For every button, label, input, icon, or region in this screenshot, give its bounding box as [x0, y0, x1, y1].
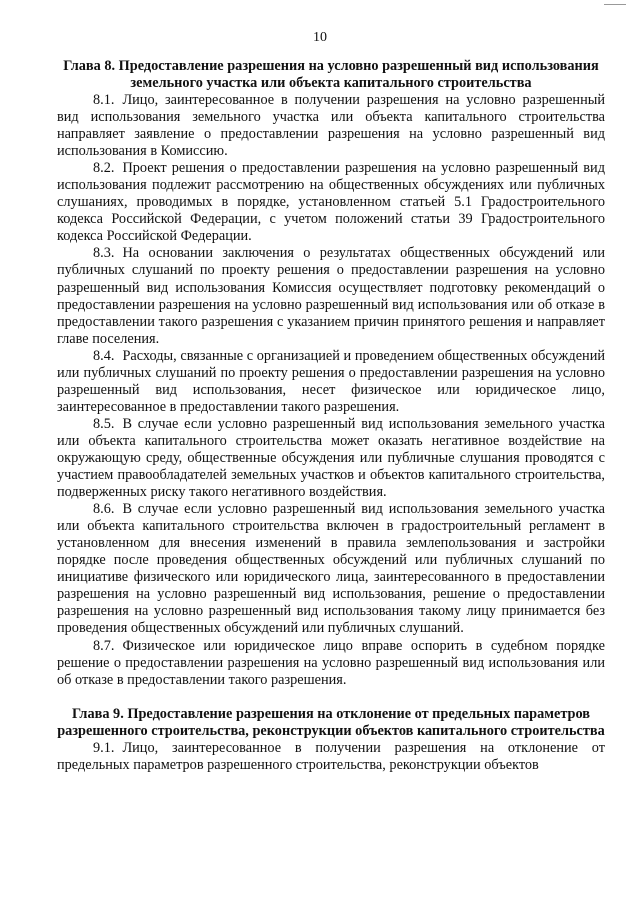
paragraph-text: В случае если условно разрешенный вид использования земельного участка или объекта капитального строительства включен в градостроительный регламент в установленном для внесения изменений в правила землепользования и застройки порядке после проведения общественных обсуждений или публичных слушаний по инициативе физического или юридического лица, заинтересованного в предоставлении разрешения на условно разрешенный вид использования, решение о предоставлении разрешения на условно разрешенный вид использования такому лицу принимается без проведения общественных обсуждений или публичных слушаний.	[57, 501, 605, 637]
paragraph-number: 8.2.	[93, 160, 115, 177]
paragraph-8-7	[57, 638, 605, 689]
document-body	[57, 58, 605, 774]
paragraph-text: Проект решения о предоставлении разрешения на условно разрешенный вид использования подлежит рассмотрению на общественных обсуждениях или публичных слушаниях, проводимых в порядке, установленном статьей 5.1 Градостроительного кодекса Российской Федерации, с учетом положений статьи 39 Градостроительного кодекса Российской Федерации.	[57, 160, 605, 245]
paragraph-number: 8.7.	[93, 637, 115, 654]
paragraph-8-2	[57, 160, 605, 245]
paragraph-text: Лицо, заинтересованное в получении разрешения на отклонение от предельных параметров разрешенного строительства, реконструкции объектов	[57, 739, 605, 773]
paragraph-text: В случае если условно разрешенный вид использования земельного участка или объекта капитального строительства может оказать негативное воздействие на окружающую среду, общественные обсуждения или публичные слушания проводятся с участием правообладателей земельных участков и объектов капитального строительства, подверженных риску такого негативного воздействия.	[57, 415, 605, 501]
paragraph-8-3	[57, 245, 605, 347]
paragraph-number: 8.5.	[93, 415, 115, 432]
paragraph-text: На основании заключения о результатах общественных обсуждений или публичных слушаний по проекту решения о предоставлении разрешения на условно разрешенный вид использования Комиссия осуществляет подготовку рекомендаций о предоставлении разрешения на условно разрешенный вид использования или об отказе в предоставлении такого разрешения с указанием причин принятого решения и направляет главе поселения.	[57, 245, 605, 347]
paragraph-text: Расходы, связанные с организацией и проведением общественных обсуждений или публичных слушаний по проекту решения о предоставлении разрешения на условно разрешенный вид использования, несет физическое или юридическое лицо, заинтересованное в предоставлении такого разрешения.	[57, 347, 605, 415]
paragraph-number: 8.3.	[93, 245, 115, 262]
paragraph-8-1	[57, 92, 605, 160]
page-number: 10	[313, 30, 327, 45]
paragraph-8-6	[57, 501, 605, 637]
paragraph-8-4	[57, 348, 605, 416]
paragraph-number: 8.4.	[93, 347, 115, 364]
paragraph-number: 9.1.	[93, 739, 115, 756]
chapter-9-title: Глава 9. Предоставление разрешения на отклонение от предельных параметров разрешенного строительства, реконструкции объектов капитального строительства	[57, 705, 605, 739]
chapter-8-title: Глава 8. Предоставление разрешения на условно разрешенный вид использования земельного участка или объекта капитального строительства	[63, 58, 599, 91]
paragraph-9-1	[57, 740, 605, 774]
paragraph-text: Лицо, заинтересованное в получении разрешения на условно разрешенный вид использования земельного участка или объекта капитального строительства направляет заявление о предоставлении разрешения на условно разрешенный вид использования в Комиссию.	[57, 92, 605, 160]
paragraph-number: 8.1.	[93, 92, 115, 108]
scan-corner-mark	[604, 0, 626, 5]
paragraph-number: 8.6.	[93, 501, 115, 518]
paragraph-8-5	[57, 416, 605, 501]
paragraph-text: Физическое или юридическое лицо вправе оспорить в судебном порядке решение о предоставлении разрешения на условно разрешенный вид использования или об отказе в предоставлении такого разрешения.	[57, 637, 605, 688]
